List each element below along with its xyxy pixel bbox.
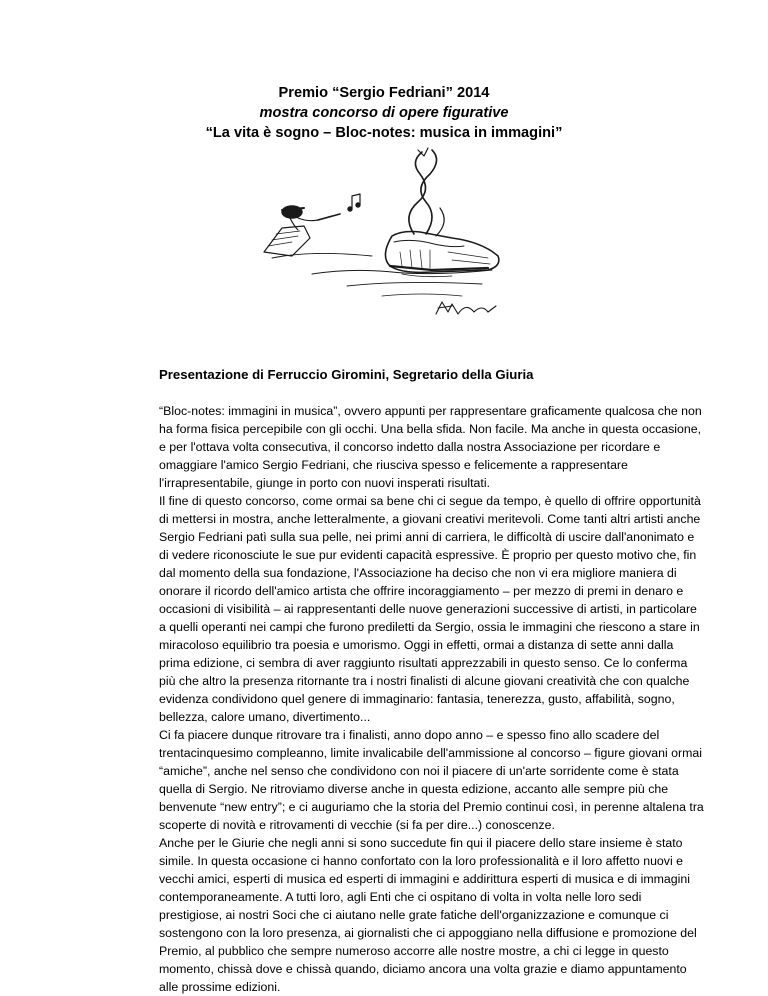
paragraph: Anche per le Giurie che negli anni si sono succedute fin qui il piacere dello stare insieme è stato simile. In questa occasione ci hanno confortato con la loro professionalità e il loro affetto nuovi e vecchi amici, esperti di musica ed esperti di immagini e addirittura esperti di musica e di immagini contemporaneamente. A tutti loro, agli Enti che ci ospitano di volta in volta nelle loro sedi prestigiose, ai nostri Soci che ci aiutano nelle grate fatiche dell'organizzazione e comunque ci sostengono con la loro presenza, ai giornalisti che ci appoggiano nella diffusione e promozione del Premio, al pubblico che sempre numeroso accorre alle nostre mostre, a chi ci legge in questo momento, chissà dove e chissà quando, diciamo ancora una volta grazie e diamo appuntamento alle prossime edizioni.	[159, 836, 697, 994]
page-theme: “La vita è sogno – Bloc-notes: musica in immagini”	[205, 125, 563, 141]
paragraph: Ci fa piacere dunque ritrovare tra i finalisti, anno dopo anno – e spesso fino allo scadere del trentacinquesimo compleanno, limite invalicabile dell'ammissione al concorso – figure giovani ormai “amiche”, anche nel senso che condividono con noi il piacere di un'arte sorridente come è stata quella di Sergio. Ne ritroviamo diverse anche in questa edizione, accanto alle sempre più che benvenute “new entry”; e ci auguriamo che la storia del Premio continui così, in perenne altalena tra scoperte di novità e ritrovamenti di vecchie (si fa per dire...) conoscenze.	[159, 728, 704, 832]
paragraph: “Bloc-notes: immagini in musica”, ovvero appunti per rappresentare graficamente qualcosa che non ha forma fisica percepibile con gli occhi. Una bella sfida. Non facile. Ma anche in questa occasione, e per l'ottava volta consecutiva, il concorso indetto dalla nostra Associazione per ricordare e omaggiare l'amico Sergio Fedriani, che riusciva spesso e felicemente a rappresentare l'irrapresentabile, giunge in porto con nuovi insperati risultati.	[159, 404, 702, 490]
shoe-drawing-icon	[252, 146, 522, 330]
section-heading: Presentazione di Ferruccio Giromini, Segretario della Giuria	[159, 367, 534, 382]
title-block	[0, 83, 768, 143]
page-subtitle: mostra concorso di opere figurative	[259, 105, 509, 121]
body-text	[159, 402, 707, 996]
paragraph: Il fine di questo concorso, come ormai sa bene chi ci segue da tempo, è quello di offrire opportunità di mettersi in mostra, anche letteralmente, a giovani creativi meritevoli. Come tanti altri artisti anche Sergio Fedriani patì sulla sua pelle, nei primi anni di carriera, le difficoltà di uscire dall'anonimato e di vedere riconosciute le sue pur evidenti capacità espressive. È proprio per questo motivo che, fin dal momento della sua fondazione, l'Associazione ha deciso che non vi era migliore maniera di onorare il ricordo dell'amico artista che offrire incoraggiamento – per mezzo di premi in denaro e occasioni di visibilità – ai rappresentanti delle nuove generazioni successive di artisti, in particolare a quelli operanti nei campi che furono prediletti da Sergio, ossia le immagini che riescono a stare in miracoloso equilibrio tra poesia e umorismo. Oggi in effetti, ormai a distanza di sette anni dalla prima edizione, ci sembra di aver raggiunto risultati apprezzabili in questo senso. Ce lo conferma più che altro la presenza ritornante tra i nostri finalisti di alcune giovani creatività che con qualche evidenza condividono quel genere di immaginario: fantasia, tenerezza, gusto, affabilità, sogno, bellezza, calore umano, divertimento...	[159, 494, 701, 724]
page-title: Premio “Sergio Fedriani” 2014	[278, 85, 490, 101]
